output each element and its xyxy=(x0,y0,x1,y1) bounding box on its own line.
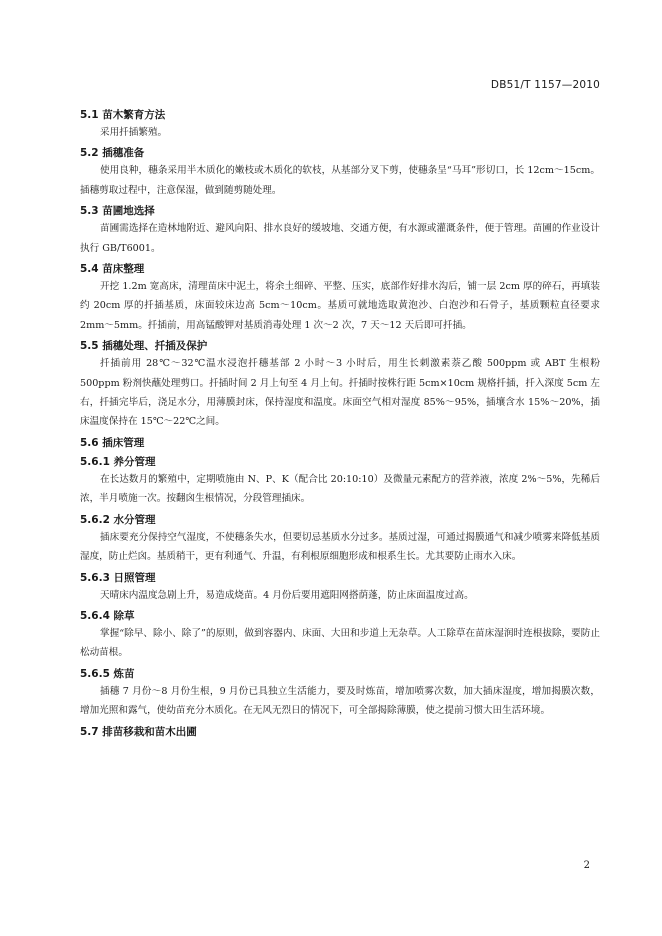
section-heading: 5.6.4 除草 xyxy=(80,609,135,622)
section-heading: 5.1 苗木繁育方法 xyxy=(80,109,166,121)
section-5-1 xyxy=(80,108,600,142)
section-heading: 5.6 插床管理 xyxy=(80,436,145,449)
section-heading: 5.4 苗床整理 xyxy=(80,263,145,276)
section-5-6-5 xyxy=(80,667,600,721)
section-paragraph: 掌握“除早、除小、除了”的原则，做到容器内、床面、大田和步道上无杂草。人工除草在苗床湿润时连根拔除，要防止松动苗根。 xyxy=(80,627,600,659)
section-paragraph: 采用扦插繁殖。 xyxy=(100,127,168,138)
section-heading: 5.6.2 水分管理 xyxy=(80,513,156,526)
section-paragraph: 插床要充分保持空气湿度，不使穗条失水，但要切忌基质水分过多。基质过湿，可通过揭膜通气和减少喷雾来降低基质湿度，防止烂囟。基质稍干，更有利通气、升温，有利根原细胞形成和根系生长。尤其要防止雨水入床。 xyxy=(80,531,600,563)
section-5-6-4 xyxy=(80,609,600,663)
section-5-6 xyxy=(80,436,600,451)
section-paragraph: 扦插前用 28℃～32℃温水浸泡扦穗基部 2 小时～3 小时后，用生长刺激素萘乙酸 500ppm 或 ABT 生根粉 500ppm 粉剂快蘸处理剪口。扦插时间 2 月上旬至 4 月上旬。扦插时按株行距 5cm×10cm 规格扦插，扦入深度 5cm 左右，扦插完毕后，浇足水分，用薄膜封床，保持湿度和温度。床面空气相对湿度 85%～95%，插壤含水 15%～20%，插床温度保持在 15℃～22℃之间。 xyxy=(80,358,600,428)
section-heading: 5.3 苗圃地选择 xyxy=(80,205,155,218)
section-5-3 xyxy=(80,204,600,258)
section-heading: 5.6.1 养分管理 xyxy=(80,455,156,468)
section-heading: 5.2 插穗准备 xyxy=(80,147,145,160)
section-5-7 xyxy=(80,725,600,740)
section-heading: 5.7 排苗移栽和苗木出圃 xyxy=(80,725,197,738)
section-paragraph: 插穗 7 月份～8 月份生根，9 月份已具独立生活能力，要及时炼苗，增加喷雾次数，加大插床湿度，增加揭膜次数，增加光照和露气，使幼苗充分木质化。在无风无烈日的情况下，可全部揭除薄膜，使之提前习惯大田生活环境。 xyxy=(80,685,600,717)
section-paragraph: 使用良种，穗条采用半木质化的嫩枝或木质化的软枝，从基部分叉下剪，使穗条呈“马耳”形切口，长 12cm～15cm。插穗剪取过程中，注意保湿，做到随剪随处理。 xyxy=(80,165,600,196)
section-heading: 5.6.3 日照管理 xyxy=(80,571,156,584)
section-5-4 xyxy=(80,262,600,335)
document-code: DB51/T 1157—2010 xyxy=(490,79,600,91)
section-heading: 5.5 插穗处理、扦插及保护 xyxy=(80,340,208,353)
section-5-2 xyxy=(80,146,600,200)
page-number: 2 xyxy=(583,860,590,871)
section-5-6-1 xyxy=(80,455,600,509)
document-body xyxy=(80,108,600,740)
section-5-5 xyxy=(80,339,600,432)
section-paragraph: 天晴床内温度急剧上升，易造成烧苗。4 月份后要用遮阳网搭荫蓬，防止床面温度过高。 xyxy=(100,589,474,601)
section-5-6-2 xyxy=(80,513,600,567)
section-heading: 5.6.5 炼苗 xyxy=(80,667,135,680)
section-paragraph: 在长达数月的繁殖中，定期喷施由 N、P、K（配合比 20:10:10）及微量元素配方的营养液，浓度 2%～5%，先稀后浓，半月喷施一次。按翻囟生根情况，分段管理插床。 xyxy=(80,473,600,505)
section-paragraph: 苗圃需选择在造林地附近、避风向阳、排水良好的缓坡地、交通方便，有水源或灌溉条件，便于管理。苗圃的作业设计执行 GB/T6001。 xyxy=(80,223,600,254)
section-paragraph: 开挖 1.2m 宽高床，清理苗床中泥土，将余土细碎、平整、压实，底部作好排水沟后，铺一层 2cm 厚的碎石，再填装约 20cm 厚的扦插基质，床面较床边高 5cm～10cm。基质可就地选取黄泡沙、白泡沙和石骨子，基质颗粒直径要求 2mm～5mm。扦插前，用高锰酸钾对基质消毒处理 1 次～2 次，7 天～12 天后即可扦插。 xyxy=(80,281,600,331)
section-5-6-3 xyxy=(80,571,600,605)
